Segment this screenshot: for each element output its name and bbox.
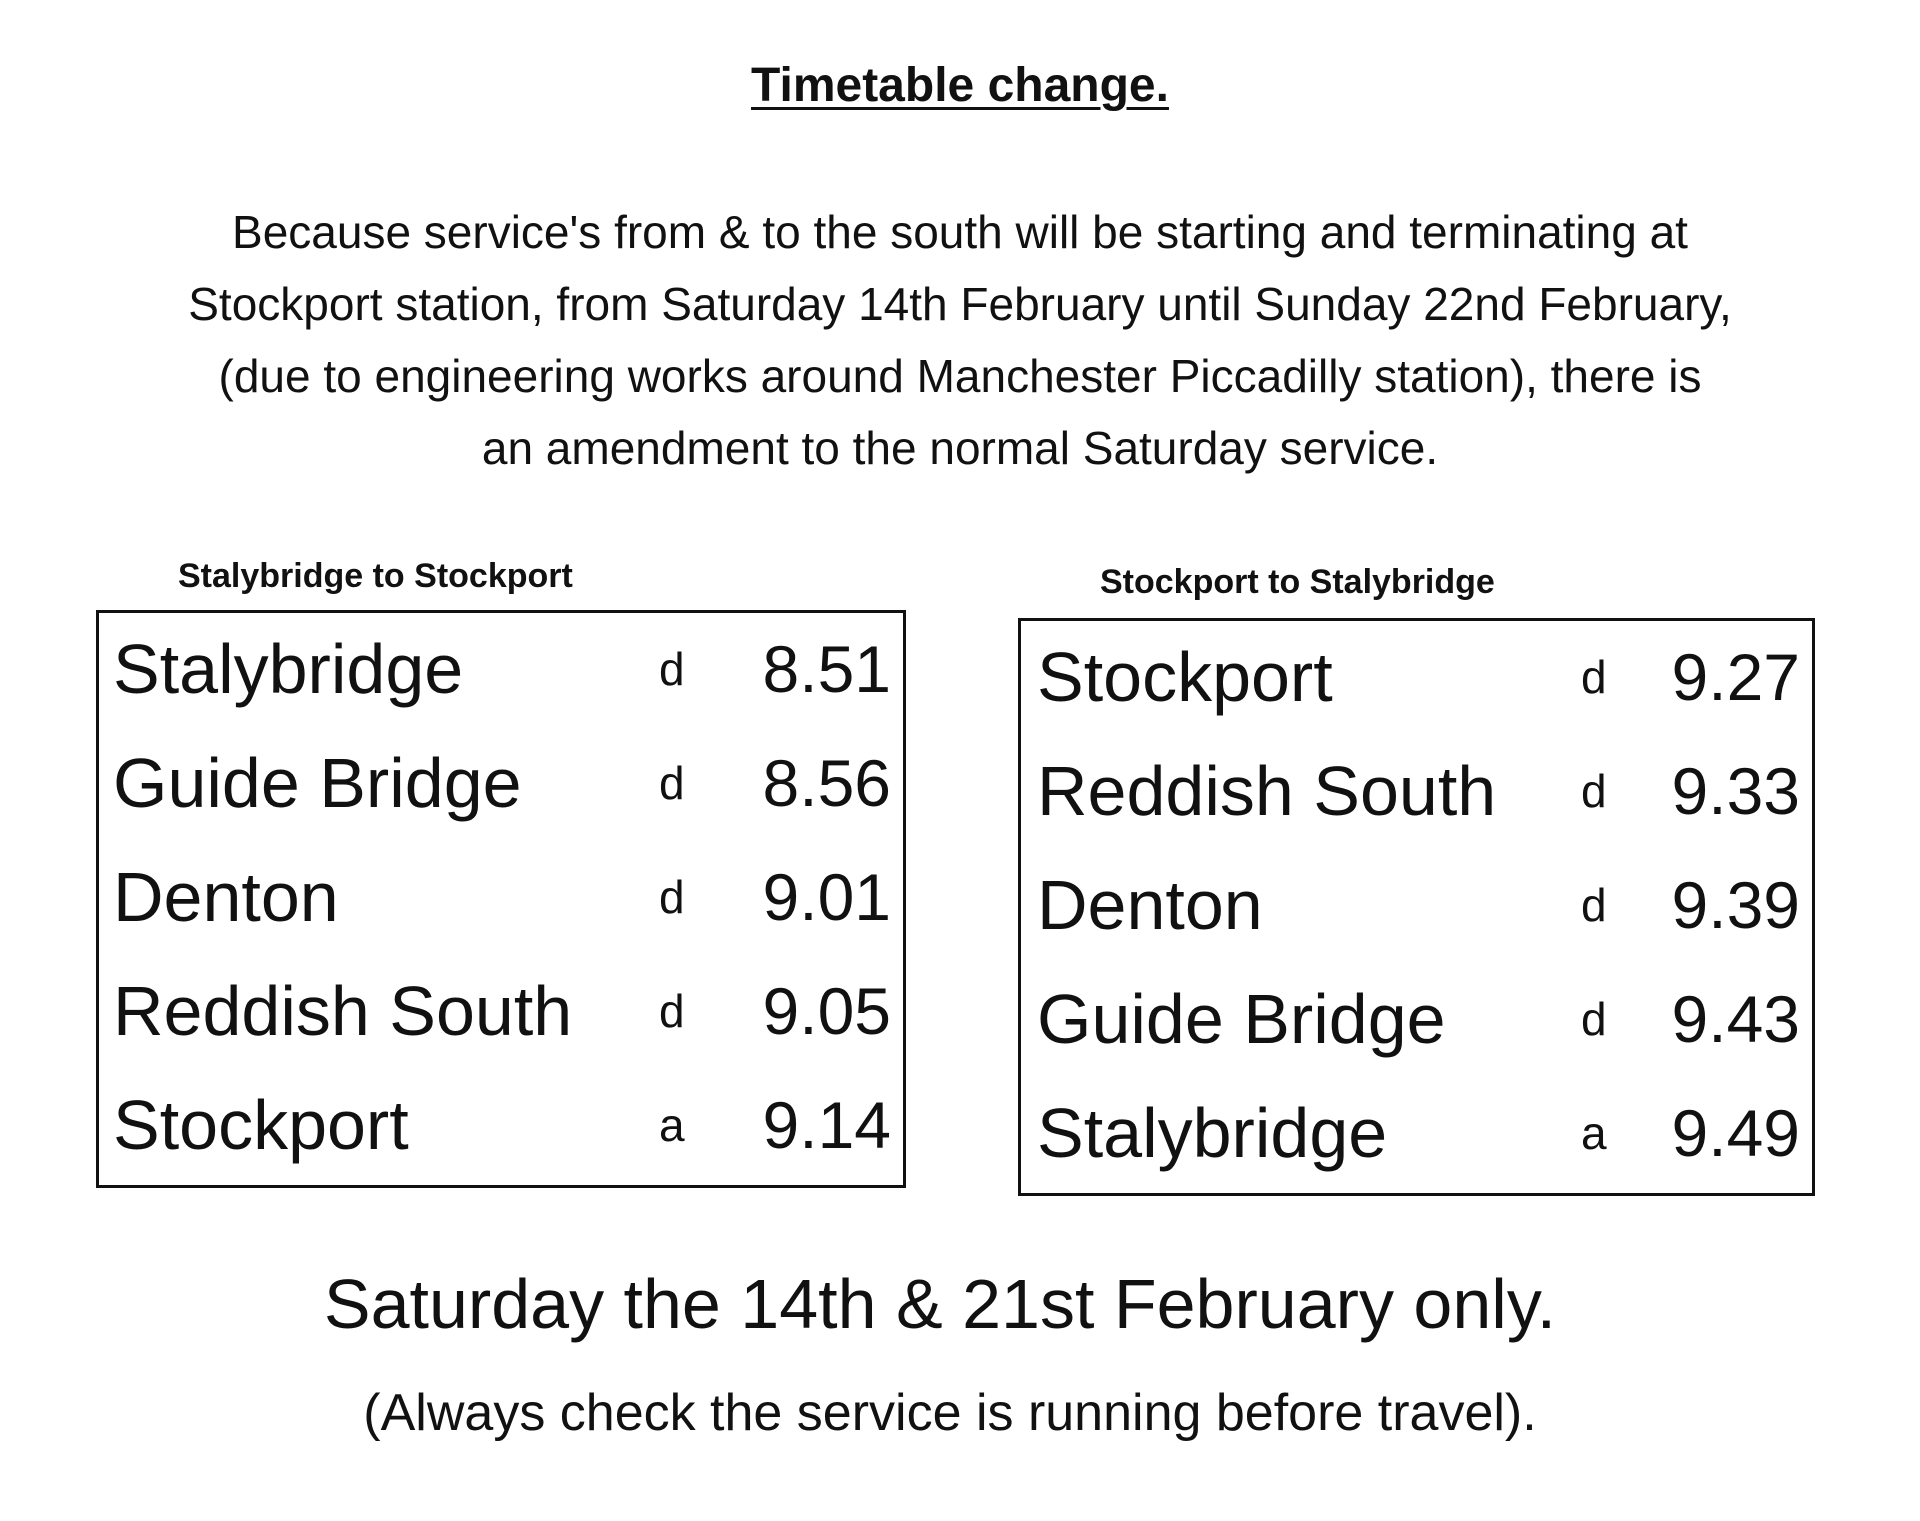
timetable-stalybridge-to-stockport [96, 610, 906, 1188]
timetable-row [99, 955, 903, 1067]
time-value: 9.27 [1671, 640, 1800, 714]
timetable-row [99, 727, 903, 839]
arrive-depart-marker: a [1581, 1107, 1607, 1159]
arrive-depart-marker: a [659, 1099, 685, 1151]
time-value: 9.01 [762, 860, 891, 934]
time-value: 9.33 [1671, 754, 1800, 828]
station-name: Stalybridge [113, 630, 464, 708]
time-value: 9.05 [762, 974, 891, 1048]
intro-line: (due to engineering works around Manchester Piccadilly station), there is [218, 350, 1702, 402]
timetable-row [1021, 963, 1812, 1075]
station-name: Guide Bridge [113, 744, 522, 822]
arrive-depart-marker: d [1581, 993, 1607, 1045]
time-value: 9.49 [1671, 1096, 1800, 1170]
timetable-stockport-to-stalybridge [1018, 618, 1815, 1196]
arrive-depart-marker: d [659, 985, 685, 1037]
intro-paragraph [60, 196, 1860, 484]
arrive-depart-marker: d [659, 871, 685, 923]
station-name: Stalybridge [1037, 1094, 1388, 1172]
timetable-row [1021, 849, 1812, 961]
timetable-row [1021, 735, 1812, 847]
time-value: 9.14 [762, 1088, 891, 1162]
time-value: 9.43 [1671, 982, 1800, 1056]
station-name: Stockport [113, 1086, 409, 1164]
intro-line: an amendment to the normal Saturday service. [481, 422, 1439, 474]
station-name: Reddish South [113, 972, 573, 1050]
arrive-depart-marker: d [1581, 879, 1607, 931]
arrive-depart-marker: d [659, 757, 685, 809]
valid-dates-notice: Saturday the 14th & 21st February only. [323, 1265, 1557, 1343]
timetable-row [99, 841, 903, 953]
station-name: Denton [113, 858, 339, 936]
arrive-depart-marker: d [1581, 651, 1607, 703]
timetable-heading-stockport-to-stalybridge: Stockport to Stalybridge [1100, 563, 1495, 601]
time-value: 8.56 [762, 746, 891, 820]
timetable-row [99, 613, 903, 725]
timetable-row [1021, 621, 1812, 733]
station-name: Stockport [1037, 638, 1333, 716]
timetable-row [99, 1069, 903, 1181]
timetable-heading-stalybridge-to-stockport: Stalybridge to Stockport [178, 557, 573, 595]
arrive-depart-marker: d [1581, 765, 1607, 817]
time-value: 8.51 [762, 632, 891, 706]
arrive-depart-marker: d [659, 643, 685, 695]
station-name: Guide Bridge [1037, 980, 1446, 1058]
travel-check-note: (Always check the service is running before travel). [363, 1384, 1537, 1442]
timetable-row [1021, 1077, 1812, 1189]
station-name: Reddish South [1037, 752, 1497, 830]
intro-line: Stockport station, from Saturday 14th February until Sunday 22nd February, [188, 278, 1732, 330]
notice-title: Timetable change. [751, 59, 1169, 112]
station-name: Denton [1037, 866, 1263, 944]
time-value: 9.39 [1671, 868, 1800, 942]
intro-line: Because service's from & to the south will be starting and terminating at [232, 206, 1688, 258]
